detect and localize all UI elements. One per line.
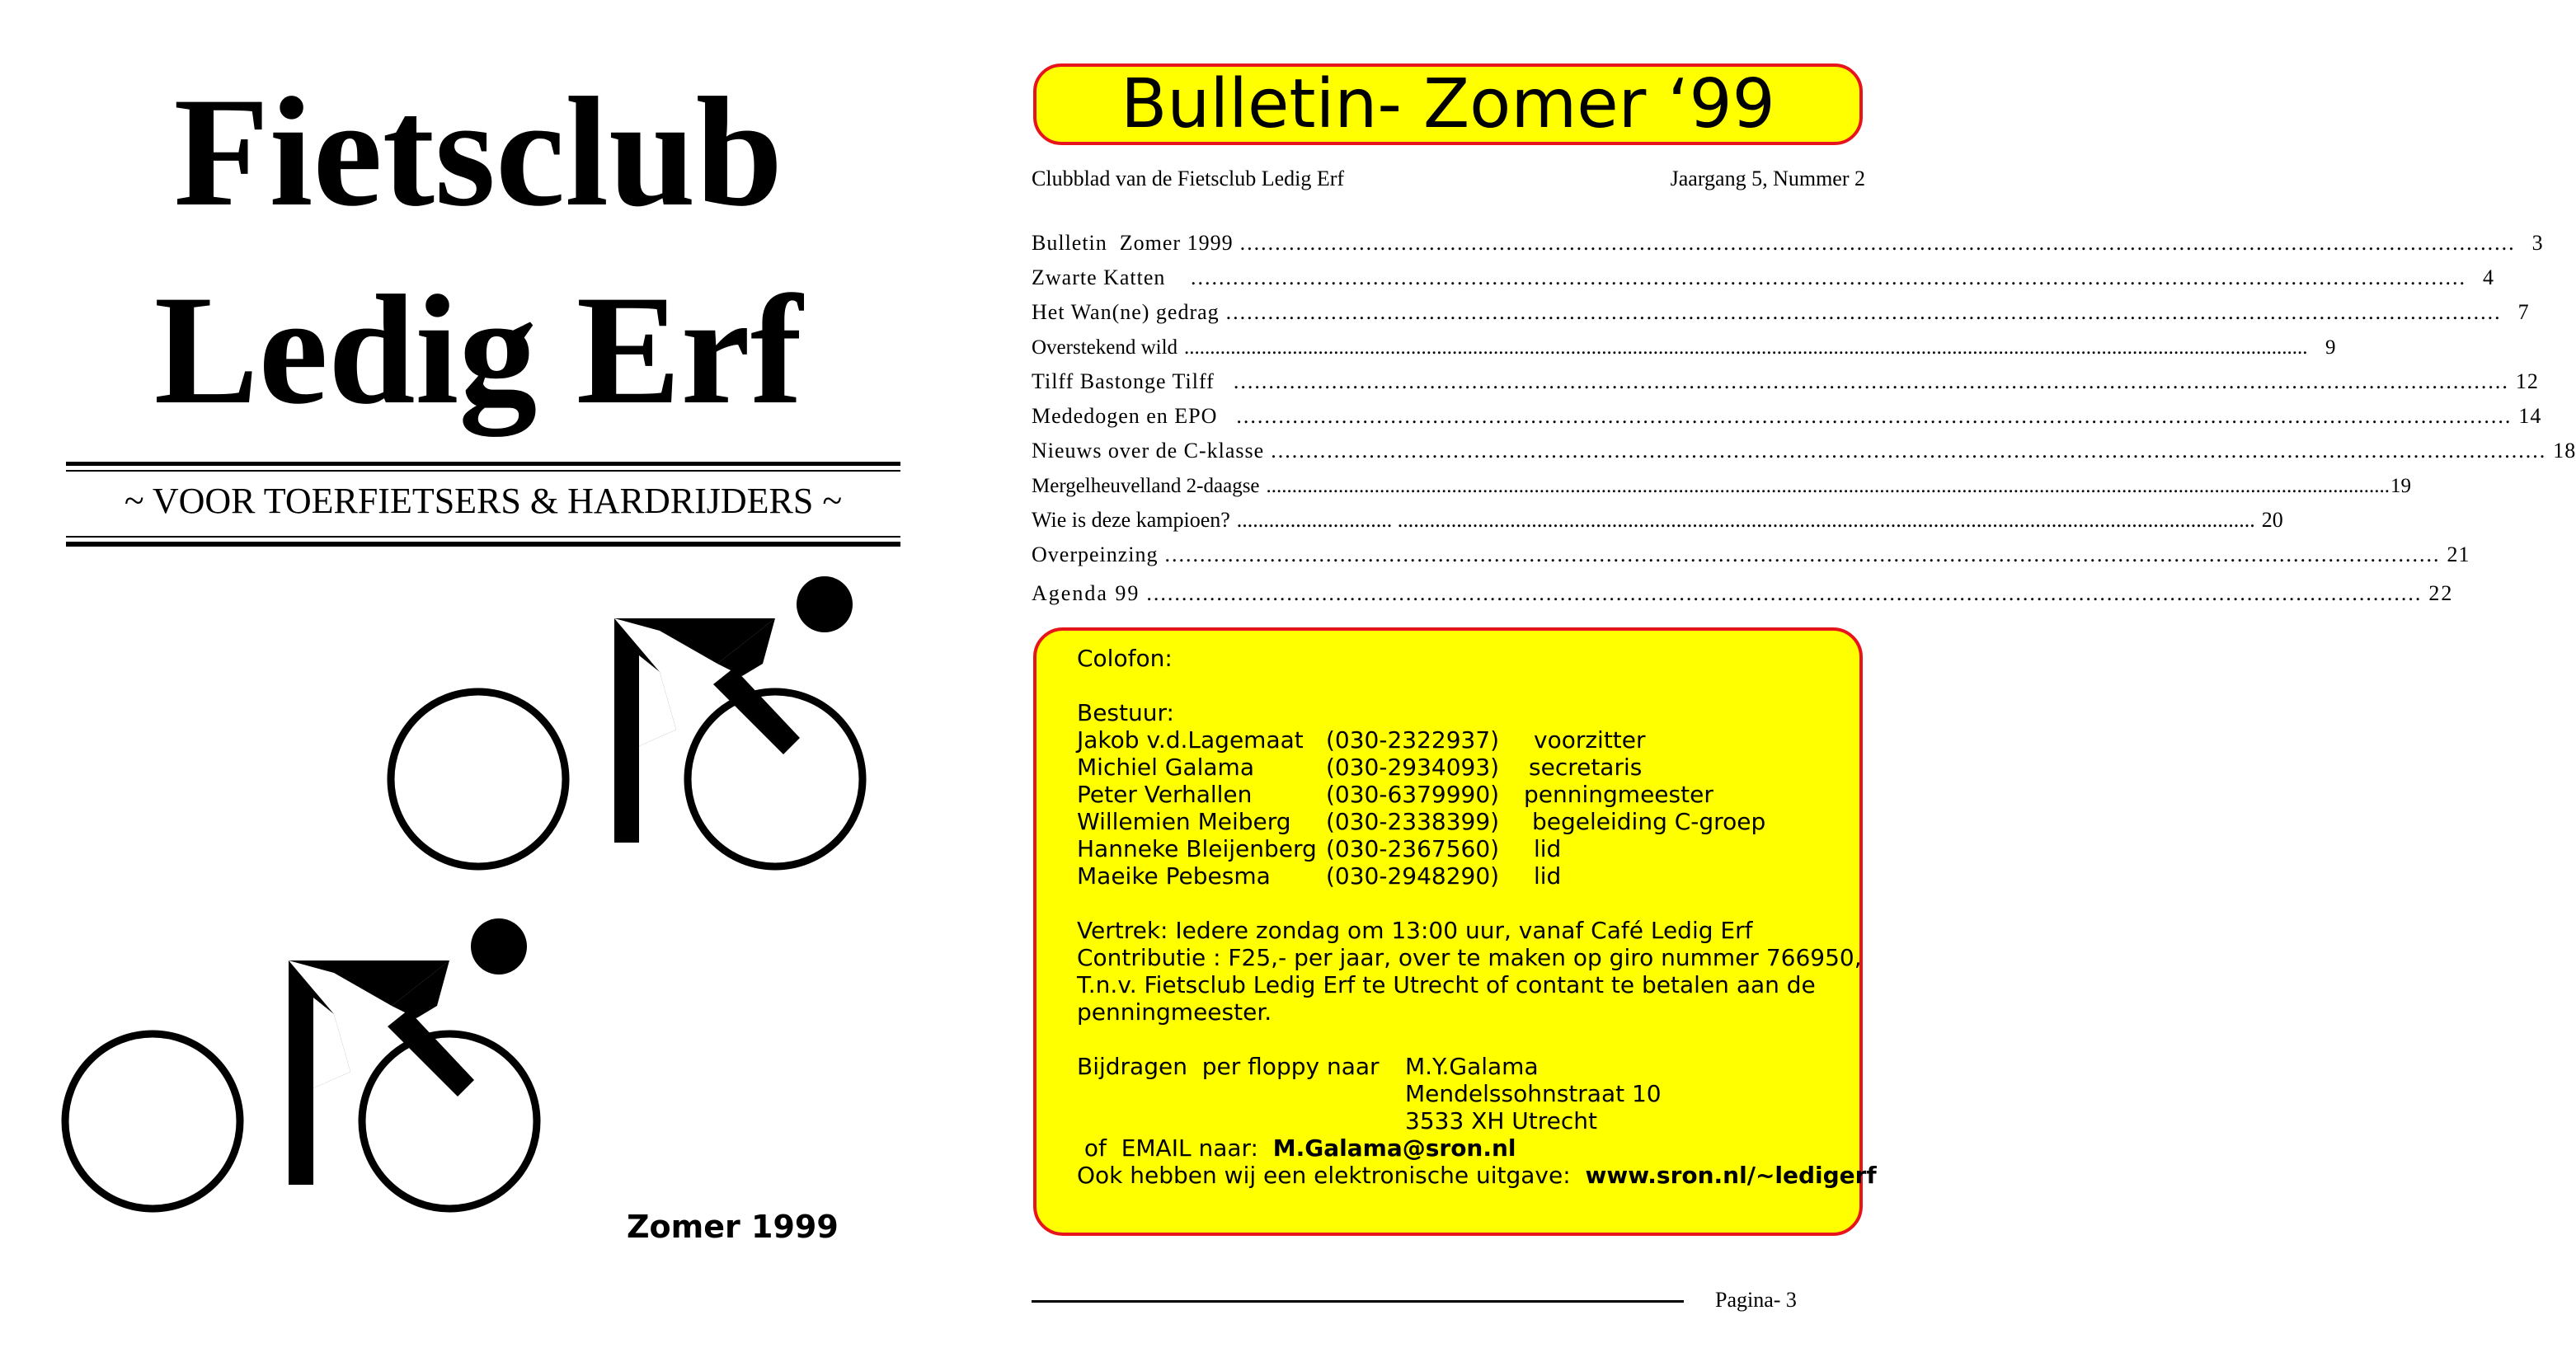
member-role: begeleiding C-groep — [1532, 808, 1766, 835]
toc-title: Zwarte Katten — [1032, 265, 1184, 289]
member-name: Peter Verhallen — [1077, 781, 1253, 808]
toc-row: Zwarte Katten ...................................................................................................................................................................................... 4 — [1032, 265, 2494, 289]
toc-row: Mergelheuvelland 2-daagse .......................................................................................................................................................................................................................... 19 — [1032, 475, 2412, 497]
member-name: Hanneke Bleijenberg — [1077, 835, 1317, 862]
member-role: secretaris — [1529, 754, 1643, 781]
toc-page: 7 — [2517, 300, 2530, 324]
toc-page: 3 — [2531, 231, 2544, 255]
bulletin-banner-title: Bulletin- Zomer ‘99 — [1121, 65, 1775, 143]
toc-title: Bulletin Zomer 1999 — [1032, 231, 1234, 255]
member-phone: (030-2322937) — [1326, 726, 1500, 754]
toc-title: Wie is deze kampioen? — [1032, 508, 1230, 532]
member-phone: (030-2948290) — [1326, 862, 1500, 890]
toc-page: 9 — [2325, 336, 2336, 359]
colofon-content — [1077, 645, 1877, 1189]
bulletin-subtitle-left: Clubblad van de Fietsclub Ledig Erf — [1032, 167, 1345, 190]
toc-title: Het Wan(ne) gedrag — [1032, 300, 1220, 324]
address-line: Mendelssohnstraat 10 — [1405, 1080, 1662, 1107]
member-phone: (030-2934093) — [1326, 754, 1500, 781]
member-name: Jakob v.d.Lagemaat — [1077, 726, 1304, 754]
toc-row: Bulletin Zomer 1999 ...................................................................................................................................................................................... 3 — [1032, 231, 2544, 255]
toc-title: Mergelheuvelland 2-daagse — [1032, 475, 1260, 497]
toc-title: Overpeinzing — [1032, 542, 1159, 566]
toc-row: Mededogen en EPO ...................................................................................................................................................................................... 14 — [1032, 404, 2542, 428]
member-phone: (030-2367560) — [1326, 835, 1500, 862]
toc-row: Wie is deze kampioen? ............................. ................................................................................................................................................................ 20 — [1032, 508, 2283, 532]
member-role: lid — [1534, 835, 1562, 862]
member-name: Michiel Galama — [1077, 754, 1254, 781]
bestuur-row — [1077, 808, 1836, 835]
web-address[interactable]: www.sron.nl/~ledigerf — [1585, 1162, 1877, 1189]
member-name: Willemien Meiberg — [1077, 808, 1291, 835]
cover-season: Zomer 1999 — [627, 1209, 839, 1245]
bestuur-heading: Bestuur: — [1077, 699, 1174, 726]
bestuur-row — [1077, 754, 1836, 781]
member-phone: (030-2338399) — [1326, 808, 1500, 835]
toc-title: Tilff Bastonge Tilff — [1032, 369, 1227, 393]
toc-title: Mededogen en EPO — [1032, 404, 1230, 428]
cover-title-line2: Ledig Erf — [153, 264, 803, 437]
address-row — [1077, 1107, 1836, 1134]
cover-rule-bottom-thick — [66, 542, 900, 547]
bestuur-row — [1077, 781, 1836, 808]
cyclist-logo-icon — [62, 915, 581, 1237]
address-line: 3533 XH Utrecht — [1405, 1107, 1598, 1134]
member-role: voorzitter — [1534, 726, 1646, 754]
toc-title: Overstekend wild — [1032, 336, 1178, 359]
bestuur-row — [1077, 726, 1836, 754]
cyclist-logo-icon — [388, 573, 907, 895]
member-name: Maeike Pebesma — [1077, 862, 1271, 890]
member-role: penningmeester — [1524, 781, 1713, 808]
toc-page: 14 — [2518, 404, 2542, 428]
toc-title: Nieuws over de C-klasse — [1032, 439, 1265, 463]
member-phone: (030-6379990) — [1326, 781, 1500, 808]
toc-page: 18 — [2553, 439, 2576, 463]
toc-page: 19 — [2390, 475, 2412, 497]
toc-page: 4 — [2482, 265, 2494, 289]
cover-tagline: ~ VOOR TOERFIETSERS & HARDRIJDERS ~ — [124, 481, 843, 521]
toc-row: Overstekend wild .......................................................................................................................................................................................................................... 9 — [1032, 336, 2336, 359]
email-address[interactable]: M.Galama@sron.nl — [1272, 1134, 1516, 1162]
cover-rule-top-thin — [66, 470, 900, 472]
toc-row: Tilff Bastonge Tilff ...................................................................................................................................................................................... 12 — [1032, 369, 2539, 393]
address-line: M.Y.Galama — [1405, 1053, 1539, 1080]
toc-title: Agenda 99 — [1032, 581, 1140, 605]
toc-row: Agenda 99 ...................................................................................................................................................................................... 22 — [1032, 581, 2454, 605]
colofon-heading: Colofon: — [1077, 645, 1173, 672]
toc-page: 20 — [2261, 508, 2283, 532]
toc-row: Nieuws over de C-klasse ...................................................................................................................................................................................... 18 — [1032, 439, 2576, 463]
toc-page: 21 — [2447, 542, 2470, 566]
contributie-line: Contributie : F25,- per jaar, over te maken op giro nummer 766950, — [1077, 944, 1862, 971]
cover-title-line1: Fietsclub — [173, 66, 783, 239]
page-number: Pagina- 3 — [1715, 1288, 1797, 1312]
email-row — [1077, 1134, 1836, 1162]
cover-rule-bottom-thin — [66, 536, 900, 538]
cover-rule-top-thick — [66, 462, 900, 466]
contributie-line: T.n.v. Fietsclub Ledig Erf te Utrecht of contant te betalen aan de — [1077, 971, 1816, 998]
address-row — [1077, 1080, 1836, 1107]
email-label: of EMAIL naar: — [1077, 1134, 1258, 1162]
member-role: lid — [1534, 862, 1562, 890]
web-label: Ook hebben wij een elektronische uitgave: — [1077, 1162, 1571, 1189]
bijdragen-label: Bijdragen per floppy naar — [1077, 1053, 1380, 1080]
toc-row: Het Wan(ne) gedrag ...................................................................................................................................................................................... 7 — [1032, 300, 2530, 324]
footer-rule — [1032, 1300, 1684, 1303]
bulletin-subtitle-right: Jaargang 5, Nummer 2 — [1670, 167, 1865, 190]
bestuur-row — [1077, 835, 1836, 862]
web-row — [1077, 1162, 1877, 1189]
toc-page: 22 — [2428, 581, 2454, 605]
bestuur-row — [1077, 862, 1836, 917]
toc-row: Overpeinzing ...................................................................................................................................................................................... 21 — [1032, 542, 2470, 566]
contributie-line: penningmeester. — [1077, 998, 1272, 1026]
toc-page: 12 — [2515, 369, 2539, 393]
vertrek-info: Vertrek: Iedere zondag om 13:00 uur, vanaf Café Ledig Erf — [1077, 917, 1753, 944]
bijdragen-row — [1077, 1053, 1836, 1080]
